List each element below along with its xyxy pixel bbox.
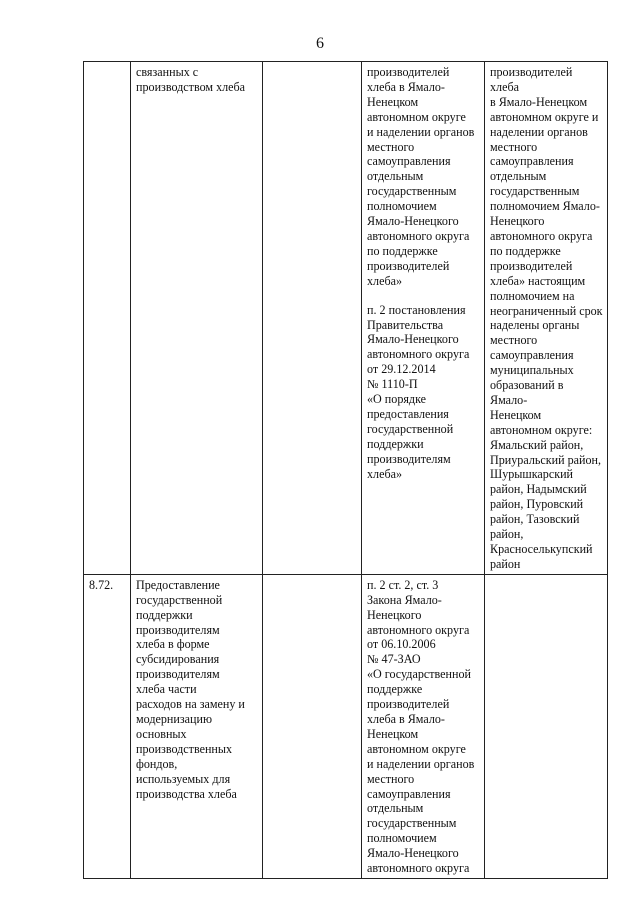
page-number: 6 <box>316 35 324 52</box>
power-name-cell: Предоставление государственной поддержки производителям хлеба в форме субсидирования производителям хлеба части расходов на замену и модернизацию основных производственных фондов, используемых для производства хлеба <box>131 574 263 878</box>
empty-cell <box>263 574 362 878</box>
legal-basis-paragraph: п. 2 постановления Правительства Ямало-Ненецкого автономного округа от 29.12.2014 № 1110-П «О порядке предоставления государственной поддержки производителям хлеба» <box>367 302 470 481</box>
legal-basis-paragraph: п. 2 ст. 2, ст. 3 Закона Ямало- Ненецкого автономного округа от 06.10.2006 № 47-ЗАО «О государственной поддержке производителей хлеба в Ямало- Ненецком автономном округе и наделении органов местного самоуправления отдельным государственным полномочием Ямало-Ненецкого автономного округа <box>367 577 475 876</box>
power-name-cell: связанных с производством хлеба <box>131 62 263 575</box>
legal-basis-cell <box>362 62 485 575</box>
table-row <box>84 574 608 878</box>
legal-basis-cell <box>362 574 485 878</box>
row-number-cell <box>84 62 131 575</box>
empty-cell <box>263 62 362 575</box>
authority-cell <box>485 574 608 878</box>
powers-table <box>83 61 608 879</box>
row-number-cell: 8.72. <box>84 574 131 878</box>
legal-basis-paragraph: производителей хлеба в Ямало- Ненецком автономном округе и наделении органов местного самоуправления отдельным государственным полномочием Ямало-Ненецкого автономного округа по поддержке производителей хлеба» <box>367 65 475 288</box>
table-row <box>84 62 608 575</box>
authority-cell: производителей хлеба в Ямало-Ненецком автономном округе и наделении органов местного самоуправления отдельным государственным полномочием Ямало- Ненецкого автономного округа по поддержке производителей хлеба» настоящим полномочием на неограниченный срок наделены органы местного самоуправления муниципальных образований в Ямало- Ненецком автономном округе: Ямальский район, Приуральский район, Шурышкарский район, Надымский район, Пуровский район, Тазовский район, Красноселькупский район <box>485 62 608 575</box>
